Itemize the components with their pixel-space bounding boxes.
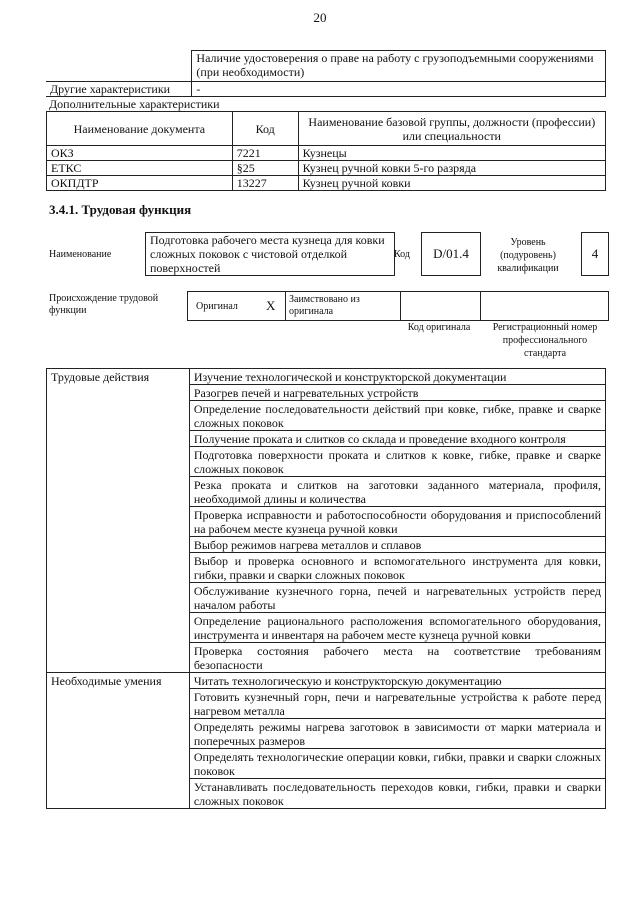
table-row <box>47 176 606 191</box>
list-item: Устанавливать последовательность переходов ковки, гибки, правки и сварки сложных поковок <box>189 779 605 809</box>
divider <box>400 292 401 320</box>
list-item: Определять технологические операции ковки, гибки, правки и сварки сложных поковок <box>189 749 605 779</box>
level-value: 4 <box>581 232 609 276</box>
other-characteristics-value: - <box>192 82 606 97</box>
doc-code: 13227 <box>232 176 298 191</box>
header-document-name: Наименование документа <box>47 112 233 146</box>
borrowed-label: Заимствовано из оригинала <box>289 294 360 317</box>
list-item: Получение проката и слитков со склада и проведение входного контроля <box>189 431 605 447</box>
list-item: Готовить кузнечный горн, печи и нагревательные устройства к работе перед нагревом металла <box>189 689 605 719</box>
list-item: Определение последовательности действий при ковке, гибке, правке и сварке сложных поковок <box>189 401 605 431</box>
original-mark: X <box>266 298 276 313</box>
function-name-value: Подготовка рабочего места кузнеца для ковки сложных поковок с чистовой отделкой поверхностей <box>145 232 395 276</box>
level-label: Уровень (подуровень) квалификации <box>497 237 559 274</box>
list-item: Выбор и проверка основного и вспомогательного инструмента для ковки, гибки, правки и сварки сложных поковок <box>189 553 605 583</box>
divider <box>285 292 286 320</box>
header-code: Код <box>232 112 298 146</box>
certificate-requirement: Наличие удостоверения о праве на работу с грузоподъемными сооружениями (при необходимости) <box>192 51 606 82</box>
list-item: Разогрев печей и нагревательных устройств <box>189 385 605 401</box>
divider <box>480 292 481 320</box>
function-details-table <box>46 368 606 809</box>
page-number: 20 <box>313 10 327 25</box>
list-item: Подготовка поверхности проката и слитков к ковке, гибке, правке и сварке сложных поковок <box>189 447 605 477</box>
list-item: Читать технологическую и конструкторскую документацию <box>189 673 605 689</box>
section-title: 3.4.1. Трудовая функция <box>49 202 192 217</box>
registration-number-caption: Регистрационный номер профессионального стандарта <box>492 322 598 359</box>
list-item: Определять режимы нагрева заготовок в зависимости от марки материала и поперечных размеров <box>189 719 605 749</box>
origin-label: Происхождение трудовой функции <box>49 293 159 316</box>
header-base-group: Наименование базовой группы, должности (профессии) или специальности <box>298 112 605 146</box>
doc-code: 7221 <box>232 146 298 161</box>
doc-title: Кузнец ручной ковки 5-го разряда <box>298 161 605 176</box>
list-item: Проверка исправности и работоспособности оборудования и приспособлений на рабочем месте кузнеца ручной ковки <box>189 507 605 537</box>
additional-characteristics-label: Дополнительные характеристики <box>49 97 220 111</box>
labor-actions-label: Трудовые действия <box>47 369 190 673</box>
doc-name: ЕТКС <box>47 161 233 176</box>
code-original-caption: Код оригинала <box>407 322 471 333</box>
doc-title: Кузнец ручной ковки <box>298 176 605 191</box>
list-item: Изучение технологической и конструкторской документации <box>189 369 605 385</box>
table-row <box>47 146 606 161</box>
doc-name: ОКПДТР <box>47 176 233 191</box>
doc-title: Кузнецы <box>298 146 605 161</box>
doc-name: ОКЗ <box>47 146 233 161</box>
other-characteristics-label: Другие характеристики <box>46 82 192 97</box>
list-item: Выбор режимов нагрева металлов и сплавов <box>189 537 605 553</box>
other-characteristics-table <box>46 50 606 97</box>
function-code-value: D/01.4 <box>421 232 481 276</box>
list-item: Обслуживание кузнечного горна, печей и нагревательных устройств перед началом работы <box>189 583 605 613</box>
list-item: Определение рационального расположения вспомогательного оборудования, инструмента и инвентаря на рабочем месте кузнеца ручной ковки <box>189 613 605 643</box>
empty-cell <box>46 51 192 82</box>
list-item: Резка проката и слитков на заготовки заданного материала, профиля, необходимой длины и количества <box>189 477 605 507</box>
original-label: Оригинал <box>196 301 238 312</box>
code-label: Код <box>394 249 410 260</box>
doc-code: §25 <box>232 161 298 176</box>
origin-box <box>187 291 609 321</box>
skills-label: Необходимые умения <box>47 673 190 809</box>
name-label: Наименование <box>49 249 112 260</box>
list-item: Проверка состояния рабочего места на соответствие требованиям безопасности <box>189 643 605 673</box>
document-codes-table <box>46 111 606 191</box>
table-row <box>47 161 606 176</box>
